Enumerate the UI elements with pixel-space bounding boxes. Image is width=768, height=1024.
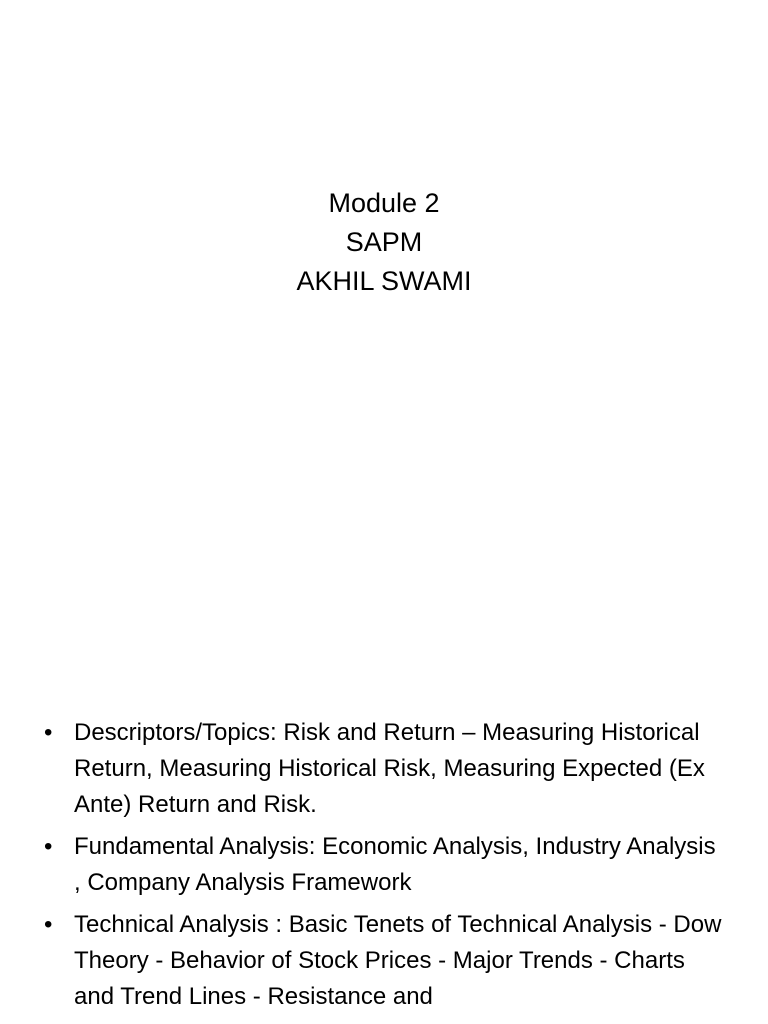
topics-list (0, 715, 768, 1021)
content-slide (0, 690, 768, 1024)
title-block (0, 184, 768, 301)
list-item (0, 715, 768, 823)
author-name: AKHIL SWAMI (296, 266, 472, 296)
list-item-text: Fundamental Analysis: Economic Analysis, Industry Analysis , Company Analysis Framework (74, 833, 716, 896)
list-item-text: Descriptors/Topics: Risk and Return – Measuring Historical Return, Measuring Historical Risk, Measuring Expected (Ex Ante) Return and Risk. (74, 719, 705, 818)
bullet-icon: • (44, 719, 53, 746)
bullet-icon: • (44, 833, 53, 860)
list-item-text: Technical Analysis : Basic Tenets of Technical Analysis - Dow Theory - Behavior of Stock Prices - Major Trends - Charts and Trend Lines - Resistance and (74, 911, 722, 1010)
subject-title: SAPM (345, 227, 423, 257)
bullet-icon: • (44, 911, 53, 938)
list-item (0, 907, 768, 1015)
list-item (0, 829, 768, 901)
module-title: Module 2 (328, 188, 440, 218)
